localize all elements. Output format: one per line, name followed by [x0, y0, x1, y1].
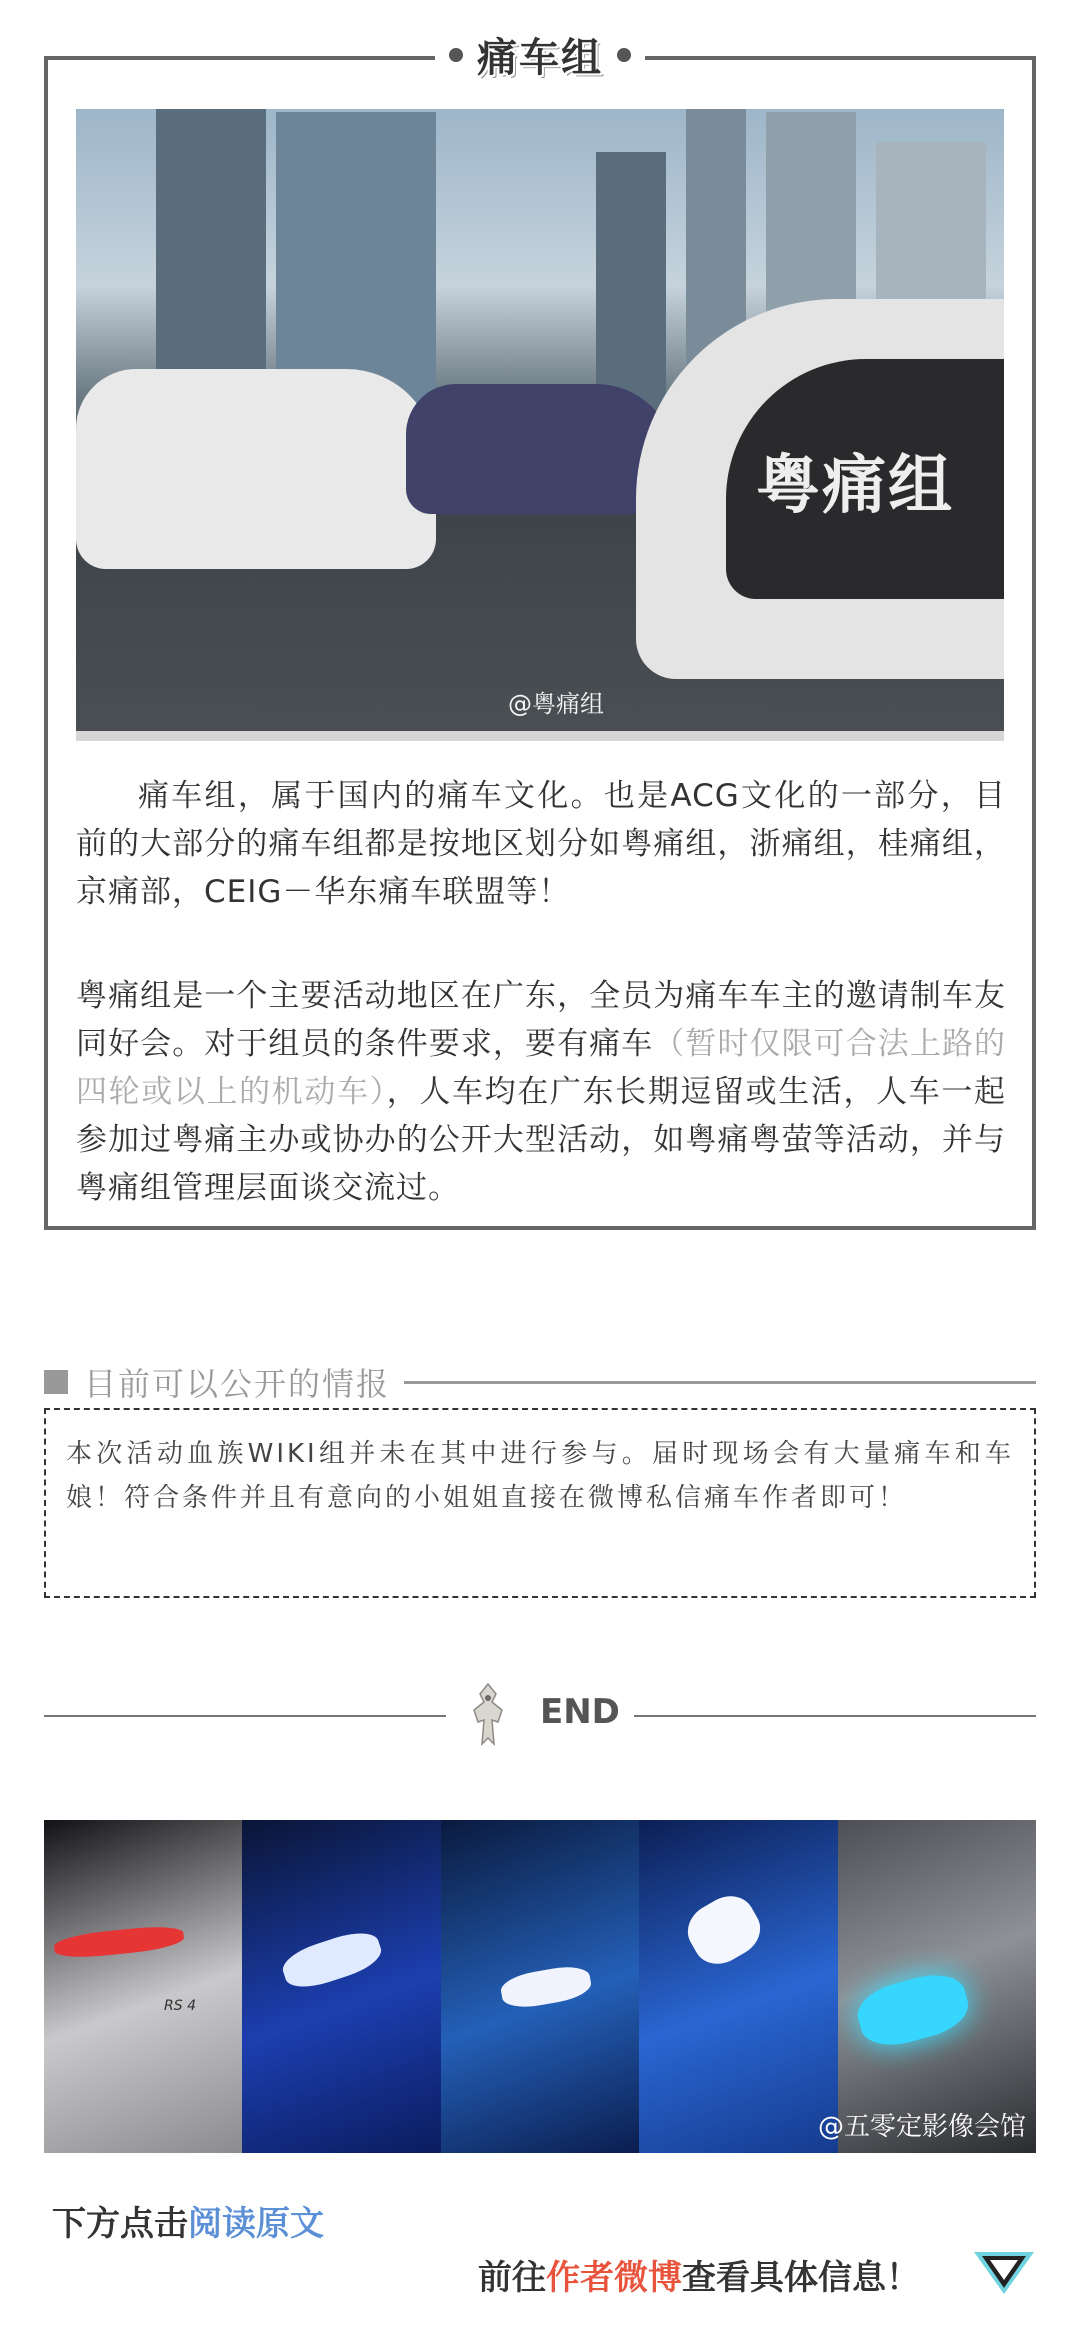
headlight — [499, 1962, 594, 2011]
info-section-title: 目前可以公开的情报 — [84, 1365, 391, 1403]
section-title — [435, 26, 645, 83]
info-box — [44, 1408, 1036, 1598]
requirements-text-a: 粤痛组是一个主要活动地区在广东，全员为痛车车主的邀请制车友同好会。对于组员的条件要求，要有痛车 — [76, 978, 1006, 1062]
triangle-arrow-icon — [972, 2250, 1036, 2296]
header-rule — [404, 1381, 1036, 1384]
car-panel — [44, 1820, 242, 2153]
photo-watermark: @粤痛组 — [508, 690, 604, 718]
divider-line-left — [44, 1715, 446, 1717]
info-body: 本次活动血族WIKI组并未在其中进行参与。届时现场会有大量痛车和车娘！符合条件并且有意向的小姐姐直接在微博私信痛车作者即可！ — [66, 1439, 1014, 1513]
headlight — [679, 1887, 770, 1974]
weibo-prefix: 前往 — [478, 2258, 546, 2298]
end-divider — [44, 1680, 1036, 1750]
headlight — [852, 1967, 974, 2053]
mascot-icon — [458, 1680, 518, 1750]
section-title-text: 痛车组 — [477, 35, 603, 81]
requirements-note: （暂时仅限可合法上路的四轮或以上的机动车） — [76, 1026, 1007, 1110]
prompt-prefix: 下方点击 — [52, 2204, 188, 2244]
banner-watermark: @五零定影像会馆 — [817, 2112, 1026, 2142]
author-weibo-link[interactable]: 作者微博 — [546, 2258, 682, 2298]
requirements-paragraph — [76, 972, 1006, 1212]
white-car — [76, 369, 436, 569]
building — [276, 112, 436, 412]
read-original-prompt — [52, 2196, 324, 2245]
car-panel — [441, 1820, 639, 2153]
weibo-prompt — [478, 2250, 920, 2299]
square-bullet-icon — [44, 1370, 68, 1394]
building — [596, 152, 666, 412]
title-dot-right-icon — [617, 48, 631, 62]
weibo-suffix: 查看具体信息！ — [682, 2258, 920, 2298]
car-banner — [44, 1820, 1036, 2153]
end-label: END — [540, 1692, 620, 1732]
headlight — [279, 1926, 386, 1995]
car-panel — [242, 1820, 440, 2153]
divider-line-right — [634, 1715, 1036, 1717]
title-dot-left-icon — [449, 48, 463, 62]
intro-paragraph: 痛车组，属于国内的痛车文化。也是ACG文化的一部分，目前的大部分的痛车组都是按地区划分如粤痛组，浙痛组，桂痛组，京痛部，CEIG－华东痛车联盟等！ — [76, 778, 1006, 910]
car-panel — [639, 1820, 837, 2153]
car-panel — [838, 1820, 1036, 2153]
read-original-link[interactable]: 阅读原文 — [188, 2204, 324, 2244]
feature-card — [44, 35, 1036, 1230]
photo-bottom-bar — [76, 731, 1004, 741]
window-decal: 粤痛组 — [756, 449, 954, 523]
taillight — [53, 1923, 185, 1960]
info-section-header — [44, 1362, 1036, 1402]
rs-badge: RS 4 — [164, 1998, 196, 2014]
itasha-photo — [76, 109, 1004, 741]
requirements-text-b: ，人车均在广东长期逗留或生活，人车一起参加过粤痛主办或协办的公开大型活动，如粤痛粤萤等活动，并与粤痛组管理层面谈交流过。 — [76, 1074, 1006, 1206]
